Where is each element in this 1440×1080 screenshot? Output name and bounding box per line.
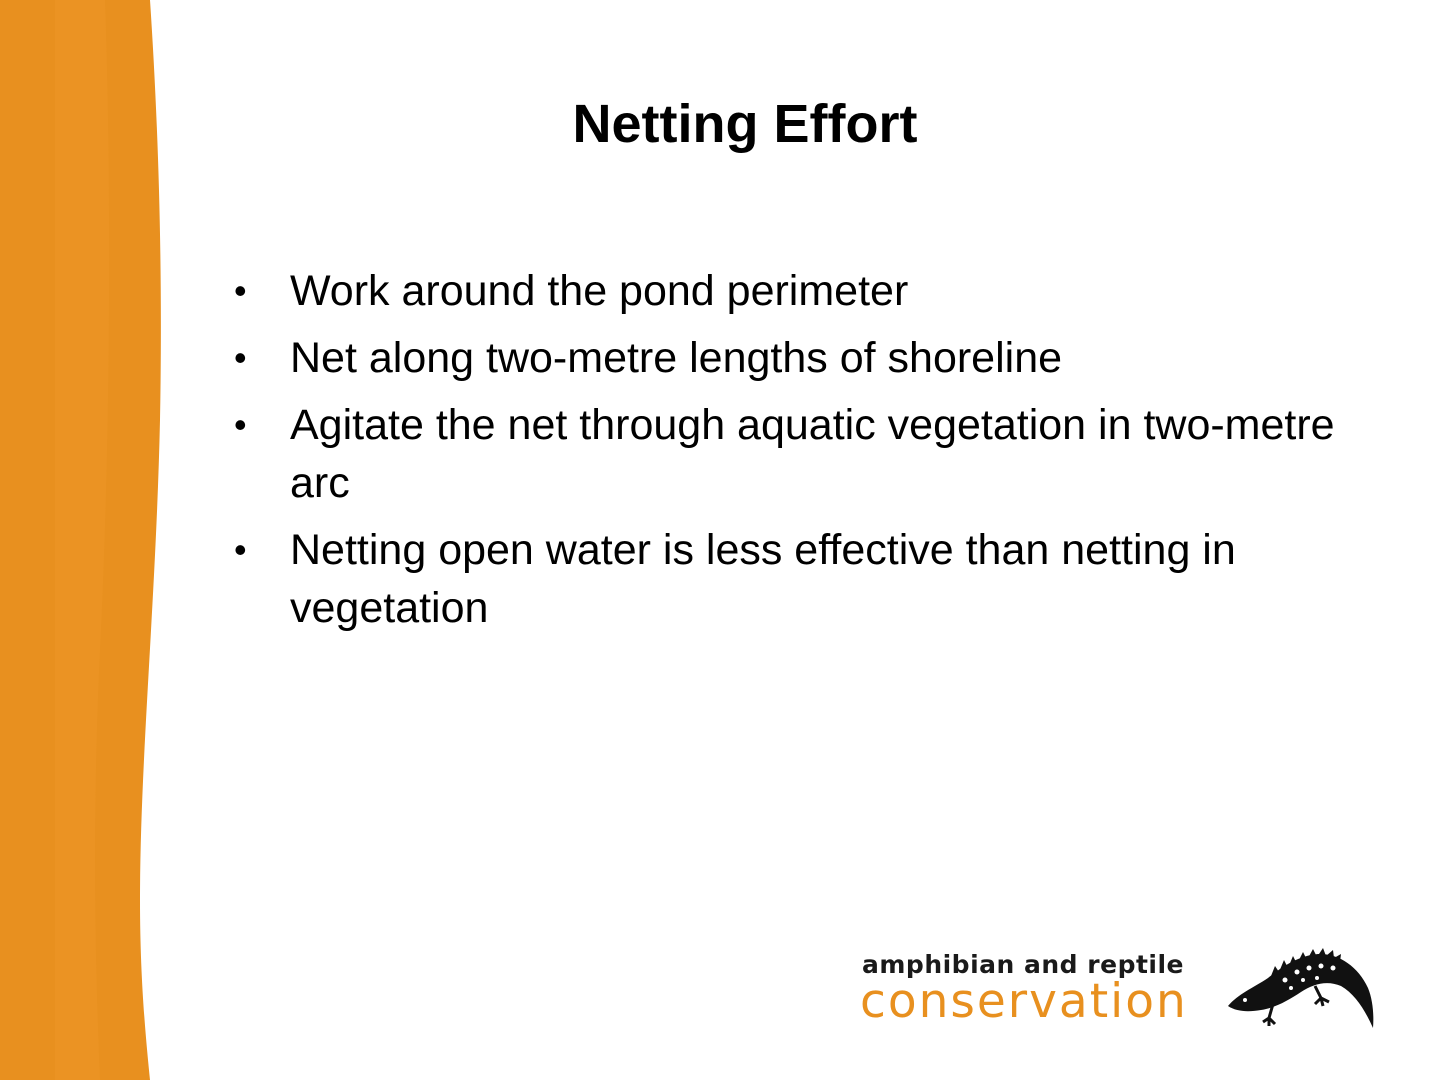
bullet-text: Work around the pond perimeter: [290, 267, 909, 315]
bullet-marker: •: [234, 337, 247, 378]
bullet-marker: •: [234, 270, 247, 311]
slide-title: Netting Effort: [572, 94, 918, 154]
list-item: [230, 396, 1360, 512]
logo-text-line2: conservation: [860, 974, 1188, 1029]
list-item: [230, 262, 1360, 320]
bullet-text: Netting open water is less effective than netting in vegetation: [290, 526, 1236, 632]
newt-icon: [1223, 938, 1378, 1033]
bullet-text: Net along two-metre lengths of shoreline: [290, 334, 1063, 382]
logo-text-line1: amphibian and reptile: [862, 950, 1185, 979]
arc-logo: [858, 938, 1383, 1033]
list-item: [230, 329, 1360, 387]
bullet-marker: •: [234, 529, 247, 570]
bullet-list: [230, 262, 1360, 646]
bullet-text: Agitate the net through aquatic vegetation in two-metre arc: [290, 401, 1335, 507]
bullet-marker: •: [234, 404, 247, 445]
list-item: [230, 521, 1360, 637]
orange-side-band: [0, 0, 200, 1080]
